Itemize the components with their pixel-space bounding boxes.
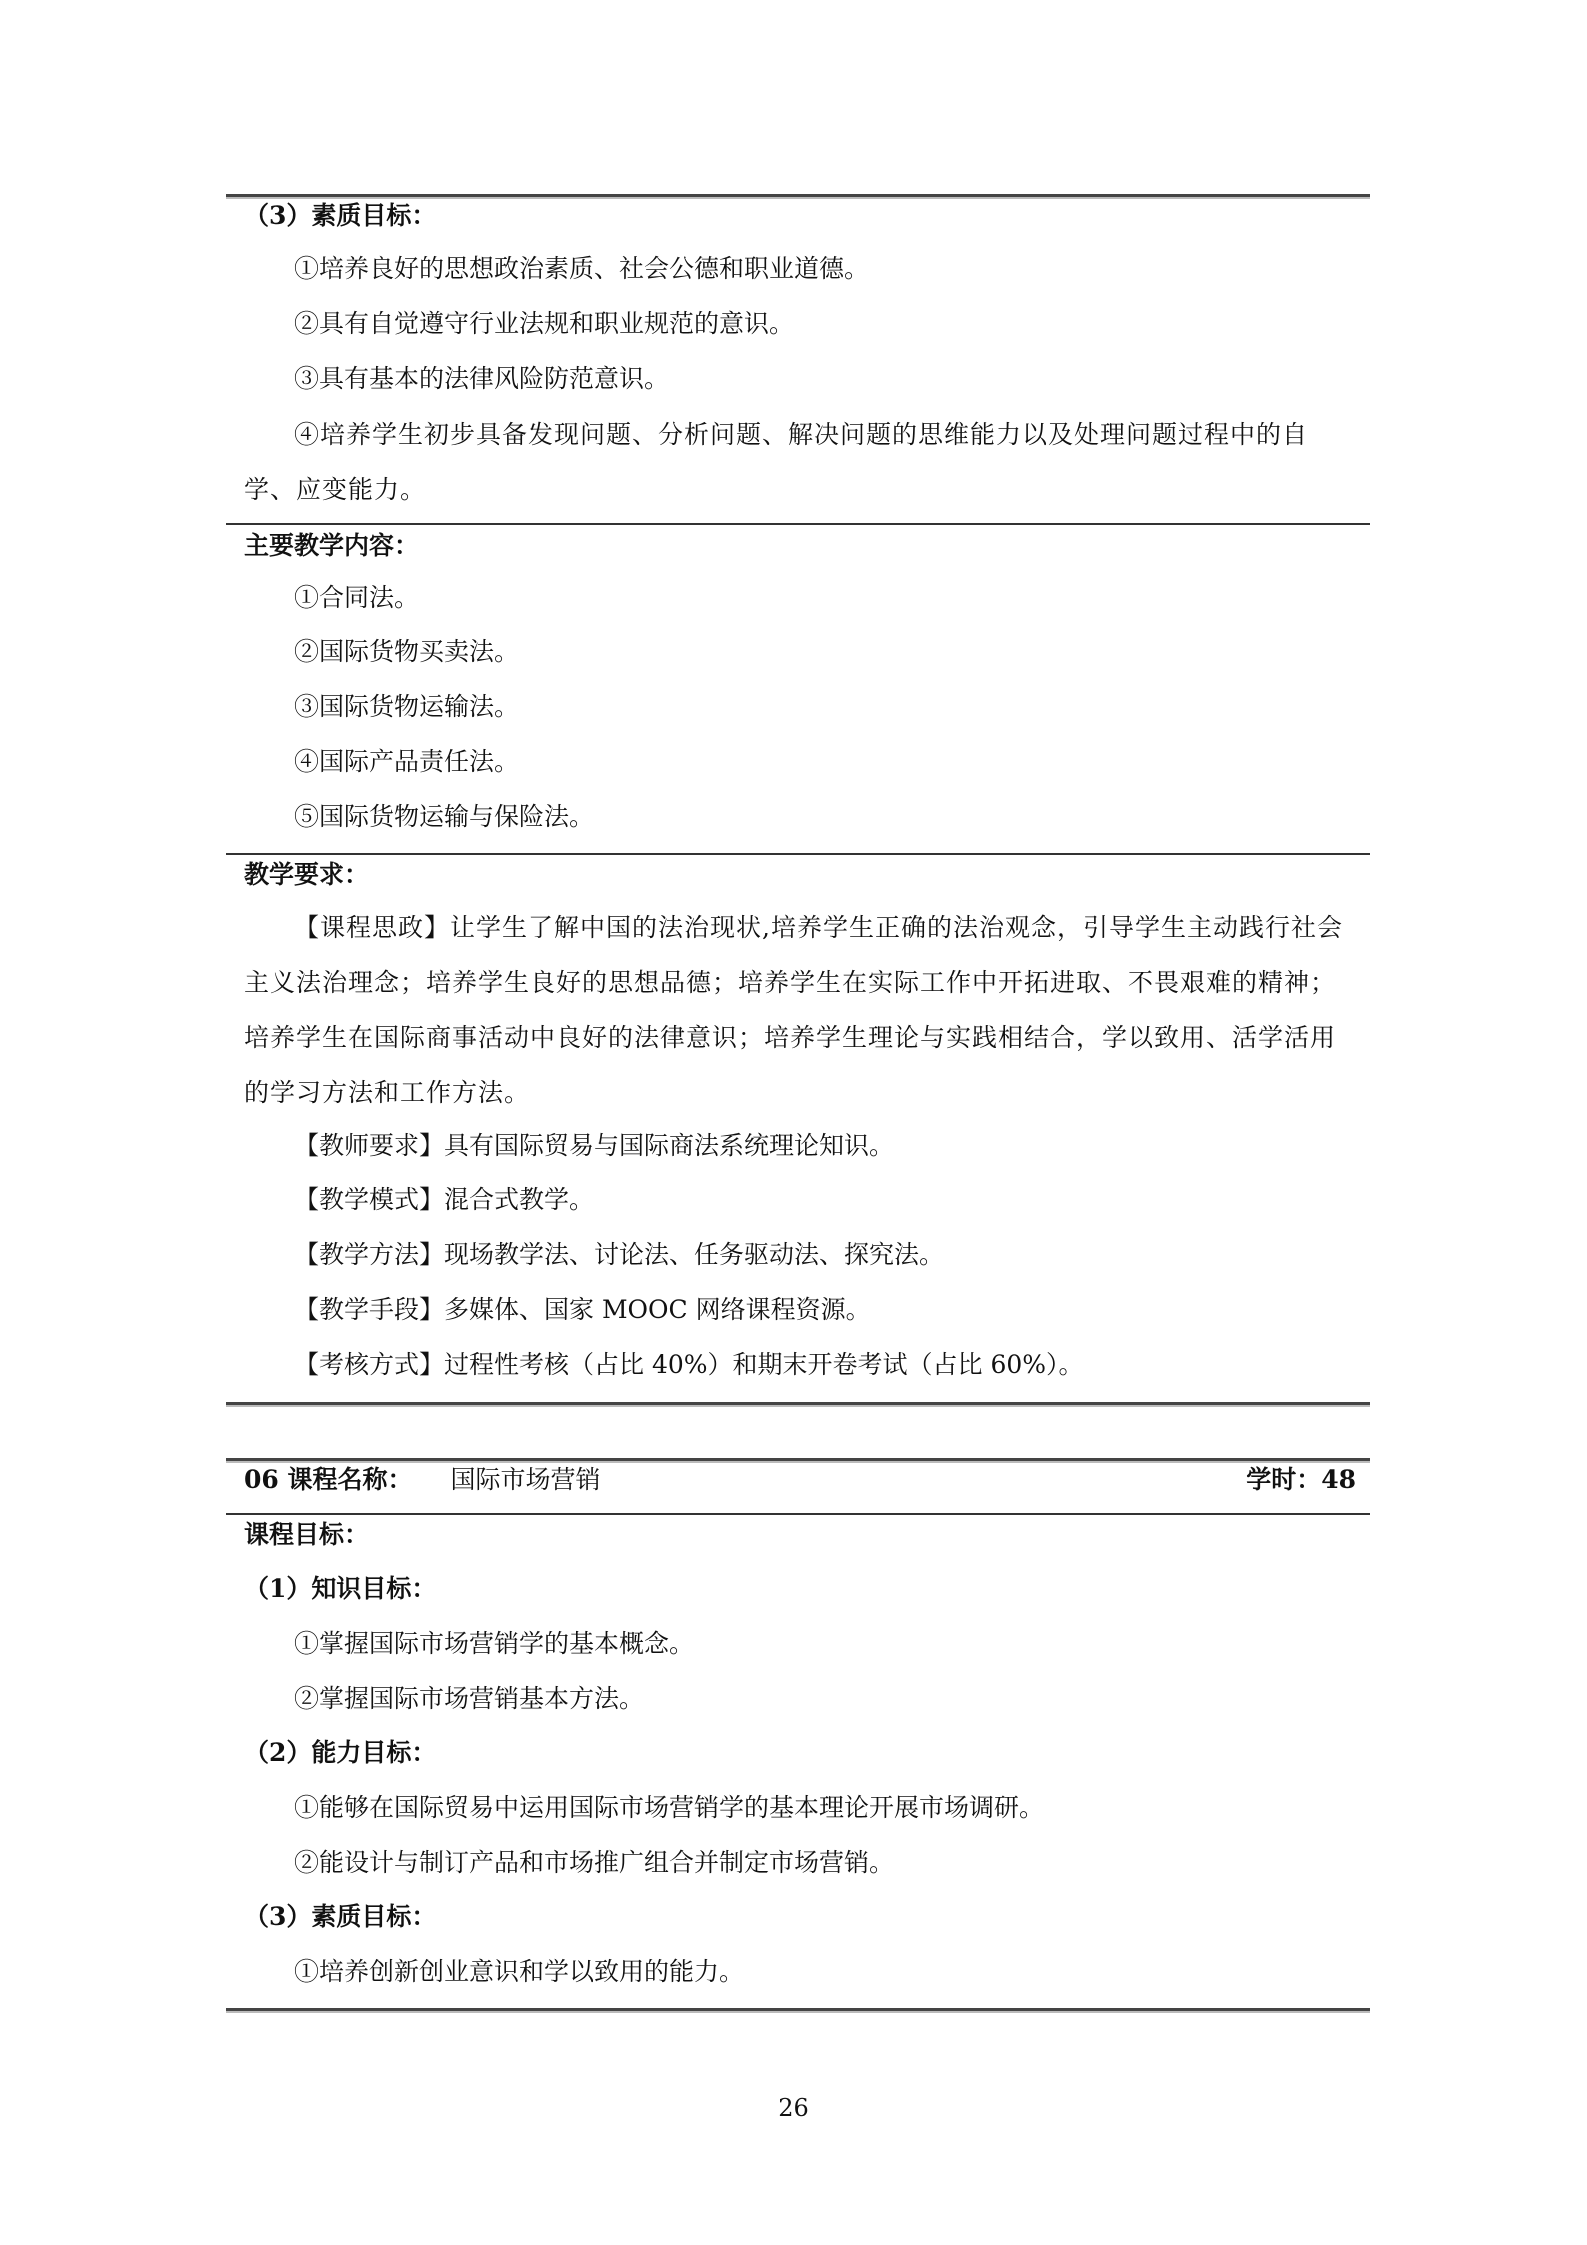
content-item-2: ②国际货物买卖法。: [294, 637, 520, 666]
ability-goal-heading: （2）能力目标：: [244, 1738, 437, 1767]
knowledge-goal-heading: （1）知识目标：: [244, 1574, 437, 1603]
course-label: 06 课程名称：: [244, 1465, 413, 1494]
page-number: 26: [778, 2094, 809, 2122]
course-quality-item-1: ①培养创新创业意识和学以致用的能力。: [294, 1957, 745, 1986]
course-header-divider: [226, 1513, 1370, 1515]
course-name: 国际市场营销: [450, 1465, 601, 1494]
knowledge-item-1: ①掌握国际市场营销学的基本概念。: [294, 1629, 695, 1658]
requirements-heading: 教学要求：: [244, 860, 370, 889]
ability-item-1: ①能够在国际贸易中运用国际市场营销学的基本理论开展市场调研。: [294, 1793, 1045, 1822]
ideology-paragraph: 【课程思政】让学生了解中国的法治现状,培养学生正确的法治观念，引导学生主动践行社会主义法治理念；培养学生良好的思想品德；培养学生在实际工作中开拓进取、不畏艰难的精神；培养学生在国际商事活动中良好的法律意识；培养学生理论与实践相结合，学以致用、活学活用的学习方法和工作方法。: [244, 913, 1343, 1107]
req-item-method: 【教学方法】现场教学法、讨论法、任务驱动法、探究法。: [294, 1240, 945, 1269]
req-item-teacher: 【教师要求】具有国际贸易与国际商法系统理论知识。: [294, 1131, 895, 1160]
table-top-rule: [226, 194, 1370, 197]
quality-item-1: ①培养良好的思想政治素质、社会公德和职业道德。: [294, 254, 870, 283]
quality-item-4: ④培养学生初步具备发现问题、分析问题、解决问题的思维能力以及处理问题过程中的自学、应变能力。: [244, 420, 1309, 504]
knowledge-item-2: ②掌握国际市场营销基本方法。: [294, 1684, 645, 1713]
section-divider: [226, 853, 1370, 855]
content-item-3: ③国际货物运输法。: [294, 692, 520, 721]
course-quality-heading: （3）素质目标：: [244, 1902, 437, 1931]
section-divider: [226, 523, 1370, 525]
course-bottom-rule: [226, 2008, 1370, 2011]
course-top-rule: [226, 1458, 1370, 1461]
content-item-1: ①合同法。: [294, 583, 420, 612]
course-hours: 学时：48: [1246, 1465, 1356, 1494]
quality-item-3: ③具有基本的法律风险防范意识。: [294, 364, 670, 393]
table-bottom-rule: [226, 1402, 1370, 1405]
quality-item-2: ②具有自觉遵守行业法规和职业规范的意识。: [294, 309, 795, 338]
req-item-mode: 【教学模式】混合式教学。: [294, 1185, 595, 1214]
course-header: [244, 1462, 1356, 1498]
req-item-assessment: 【考核方式】过程性考核（占比 40%）和期末开卷考试（占比 60%）。: [294, 1350, 1084, 1379]
quality-goal-heading: （3）素质目标：: [244, 201, 437, 230]
req-item-means: 【教学手段】多媒体、国家 MOOC 网络课程资源。: [294, 1295, 871, 1324]
content-item-5: ⑤国际货物运输与保险法。: [294, 802, 595, 831]
ability-item-2: ②能设计与制订产品和市场推广组合并制定市场营销。: [294, 1848, 895, 1877]
content-heading: 主要教学内容：: [244, 531, 420, 560]
content-item-4: ④国际产品责任法。: [294, 747, 520, 776]
course-goal-heading: 课程目标：: [244, 1520, 370, 1549]
